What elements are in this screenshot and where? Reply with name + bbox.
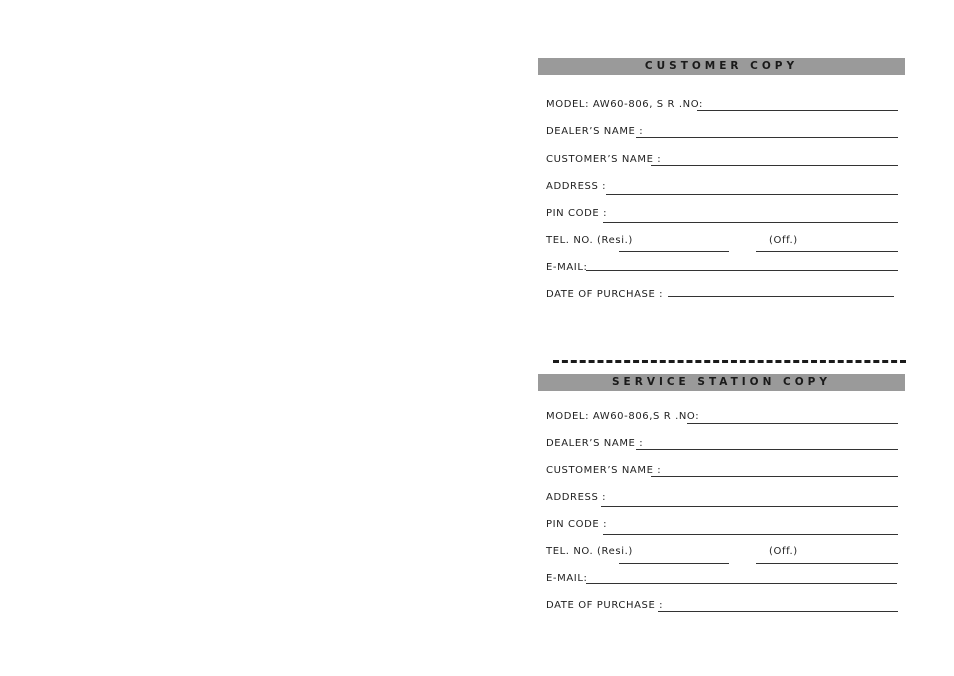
service-email-row (546, 573, 898, 589)
customer-date-field[interactable] (668, 296, 894, 297)
customer-email-row (546, 262, 898, 278)
customer-tel-off-field[interactable] (756, 251, 898, 252)
customer-dealer-row (546, 126, 898, 142)
service-tel-label: TEL. NO. (Resi.) (546, 546, 633, 557)
customer-address-row (546, 181, 898, 197)
service-date-field[interactable] (658, 611, 898, 612)
service-address-label: ADDRESS : (546, 492, 607, 503)
customer-address-label: ADDRESS : (546, 181, 607, 192)
customer-tel-off-label: (Off.) (769, 235, 798, 246)
service-dealer-label: DEALER’S NAME : (546, 438, 644, 449)
service-tel-off-label: (Off.) (769, 546, 798, 557)
service-address-field[interactable] (601, 506, 898, 507)
service-copy-banner: SERVICE STATION COPY (538, 374, 905, 391)
customer-email-label: E-MAIL: (546, 262, 588, 273)
customer-model-label: MODEL: AW60-806, S R .NO: (546, 99, 703, 110)
service-name-field[interactable] (651, 476, 898, 477)
service-email-label: E-MAIL: (546, 573, 588, 584)
customer-copy-banner: CUSTOMER COPY (538, 58, 905, 75)
service-date-row (546, 600, 898, 616)
customer-pin-row (546, 208, 898, 224)
service-model-label: MODEL: AW60-806,S R .NO: (546, 411, 700, 422)
customer-pin-field[interactable] (603, 222, 898, 223)
service-model-field[interactable] (687, 423, 898, 424)
service-name-label: CUSTOMER’S NAME : (546, 465, 662, 476)
customer-model-field[interactable] (697, 110, 898, 111)
customer-pin-label: PIN CODE : (546, 208, 608, 219)
service-tel-resi-field[interactable] (619, 563, 729, 564)
customer-name-field[interactable] (651, 165, 898, 166)
service-email-field[interactable] (586, 583, 897, 584)
service-tel-row (546, 546, 898, 562)
customer-dealer-label: DEALER’S NAME : (546, 126, 644, 137)
customer-name-row (546, 154, 898, 170)
service-address-row (546, 492, 898, 508)
customer-dealer-field[interactable] (636, 137, 898, 138)
customer-date-row (546, 289, 898, 305)
service-pin-row (546, 519, 898, 535)
service-name-row (546, 465, 898, 481)
customer-date-label: DATE OF PURCHASE : (546, 289, 664, 300)
service-pin-label: PIN CODE : (546, 519, 608, 530)
customer-email-field[interactable] (586, 270, 898, 271)
customer-tel-row (546, 235, 898, 251)
customer-tel-label: TEL. NO. (Resi.) (546, 235, 633, 246)
cut-line-divider (553, 360, 906, 363)
customer-name-label: CUSTOMER’S NAME : (546, 154, 662, 165)
service-dealer-row (546, 438, 898, 454)
service-model-row (546, 411, 898, 427)
service-dealer-field[interactable] (636, 449, 898, 450)
service-date-label: DATE OF PURCHASE : (546, 600, 664, 611)
service-tel-off-field[interactable] (756, 563, 898, 564)
customer-address-field[interactable] (606, 194, 898, 195)
service-pin-field[interactable] (603, 534, 898, 535)
customer-model-row (546, 99, 898, 115)
customer-tel-resi-field[interactable] (619, 251, 729, 252)
